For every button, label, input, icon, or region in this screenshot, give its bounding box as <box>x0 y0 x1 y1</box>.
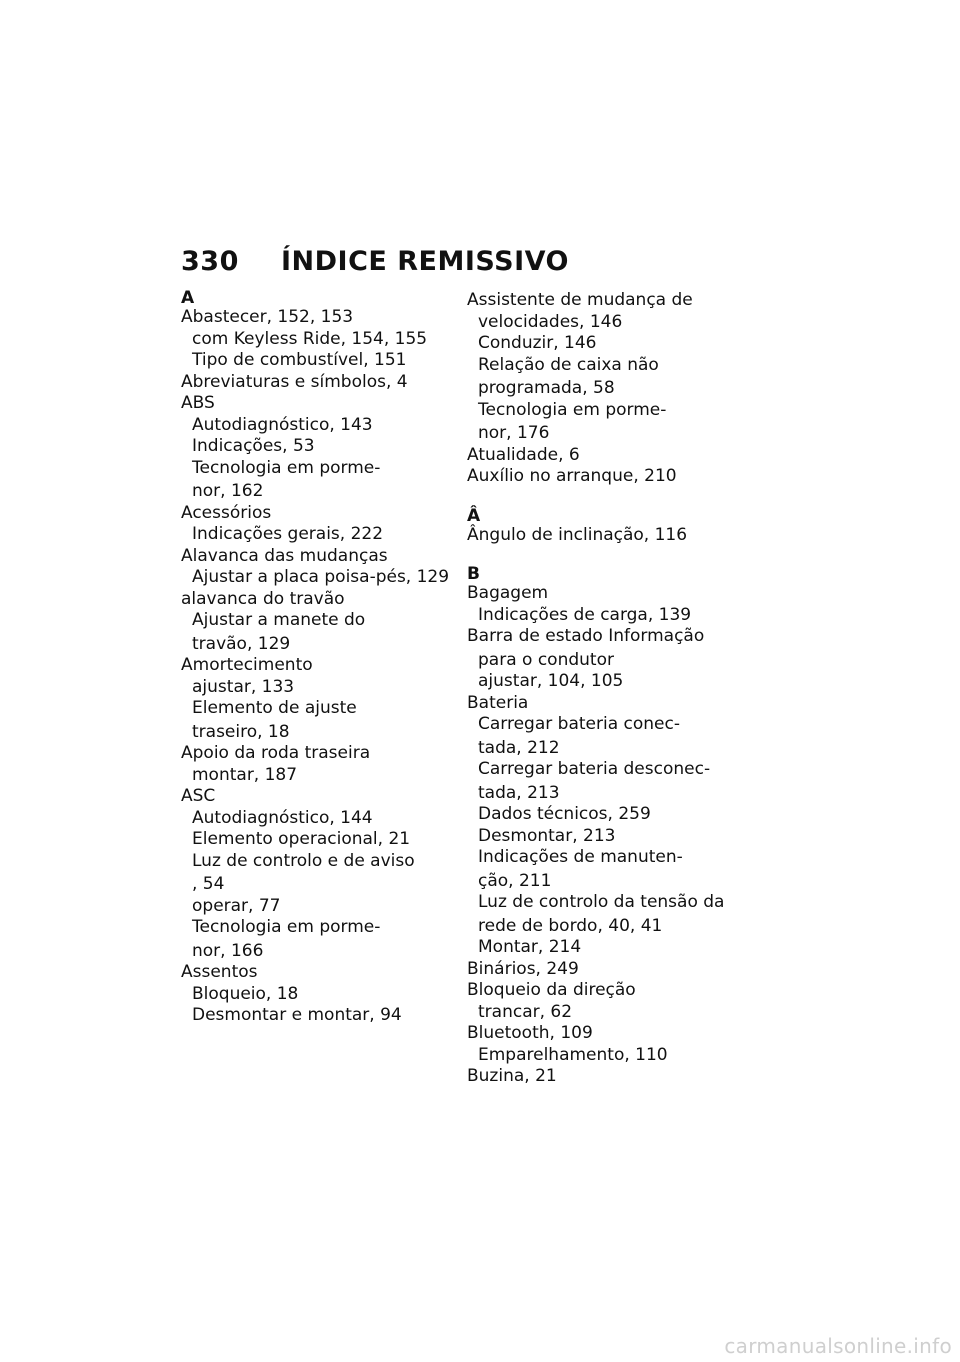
index-entry-continuation: traseiro, 18 <box>192 721 290 742</box>
index-subentry: Dados técnicos, 259 <box>478 804 651 824</box>
index-entry-continuation: ção, 211 <box>478 870 552 891</box>
index-entry-continuation: , 54 <box>192 874 225 894</box>
section-gap <box>467 488 757 508</box>
index-entry: Bateria <box>467 692 529 713</box>
index-subentry: montar, 187 <box>192 764 298 785</box>
section-gap <box>467 546 757 566</box>
index-entry: Assistente de mudança de <box>467 290 693 310</box>
index-entry: Barra de estado Informação <box>467 626 705 646</box>
index-entry-continuation: nor, 162 <box>192 481 264 501</box>
index-entry-continuation: nor, 166 <box>192 940 264 961</box>
index-entry: ABS <box>181 393 215 413</box>
page-header <box>181 246 569 277</box>
index-subentry: Bloqueio, 18 <box>192 983 299 1004</box>
index-entry: Abreviaturas e símbolos, 4 <box>181 371 408 392</box>
watermark: carmanualsonline.info <box>724 1334 952 1358</box>
index-entry: Alavanca das mudanças <box>181 545 388 566</box>
index-subentry: Luz de controlo da tensão da <box>478 892 725 912</box>
index-entry: Ângulo de inclinação, 116 <box>467 524 688 545</box>
index-subentry: Indicações de manuten- <box>478 847 683 867</box>
index-subentry: Emparelhamento, 110 <box>478 1044 668 1065</box>
index-subentry: Ajustar a placa poisa-pés, 129 <box>192 567 450 587</box>
index-entry-continuation: tada, 212 <box>478 737 560 758</box>
index-entry-continuation: programada, 58 <box>478 378 615 398</box>
index-subentry: ajustar, 104, 105 <box>478 671 624 691</box>
index-subentry: Luz de controlo e de aviso <box>192 850 415 871</box>
index-subentry: Elemento de ajuste <box>192 698 357 718</box>
index-subentry: Relação de caixa não <box>478 354 659 375</box>
index-entry: Bloqueio da direção <box>467 980 636 1000</box>
index-subentry: Carregar bateria desconec- <box>478 759 711 779</box>
index-entry: Assentos <box>181 962 258 982</box>
index-entry-continuation: para o condutor <box>478 649 614 670</box>
index-subentry: Conduzir, 146 <box>478 333 597 353</box>
index-subentry: Autodiagnóstico, 143 <box>192 414 373 435</box>
index-subentry: Indicações, 53 <box>192 436 315 456</box>
section-letter: A <box>181 288 195 308</box>
index-subentry: Carregar bateria conec- <box>478 714 680 734</box>
section-letter: Â <box>467 505 481 526</box>
index-entry: alavanca do travão <box>181 588 345 609</box>
index-entry: Bagagem <box>467 583 549 603</box>
index-entry-continuation: nor, 176 <box>478 423 550 443</box>
index-subentry: Tecnologia em porme- <box>192 457 381 478</box>
index-subentry: Montar, 214 <box>478 937 582 957</box>
index-subentry: trancar, 62 <box>478 1001 573 1022</box>
index-entry: Apoio da roda traseira <box>181 743 371 763</box>
index-subentry: Tecnologia em porme- <box>478 399 667 420</box>
index-entry-continuation: rede de bordo, 40, 41 <box>478 915 663 936</box>
index-subentry: com Keyless Ride, 154, 155 <box>192 328 428 349</box>
index-entry: Abastecer, 152, 153 <box>181 307 354 327</box>
index-subentry: Desmontar, 213 <box>478 825 616 846</box>
index-entry: Acessórios <box>181 502 272 523</box>
index-entry: Binários, 249 <box>467 958 579 979</box>
index-column-right <box>467 290 757 1088</box>
index-entry: Bluetooth, 109 <box>467 1023 593 1043</box>
index-entry-continuation: tada, 213 <box>478 782 560 803</box>
index-subentry: Indicações de carga, 139 <box>478 604 692 625</box>
index-subentry: Desmontar e montar, 94 <box>192 1005 402 1025</box>
index-entry: Amortecimento <box>181 655 313 675</box>
index-subentry: Elemento operacional, 21 <box>192 829 411 849</box>
index-subentry: Autodiagnóstico, 144 <box>192 807 373 828</box>
index-subentry: velocidades, 146 <box>478 311 623 332</box>
page-number: 330 <box>181 246 239 277</box>
section-letter: B <box>467 564 480 584</box>
index-entry-continuation: travão, 129 <box>192 633 291 654</box>
index-entry: Atualidade, 6 <box>467 444 580 465</box>
index-subentry: Tecnologia em porme- <box>192 917 381 937</box>
index-entry: ASC <box>181 786 216 806</box>
index-entry: Auxílio no arranque, 210 <box>467 466 677 486</box>
index-subentry: Indicações gerais, 222 <box>192 524 384 544</box>
index-entry: Buzina, 21 <box>467 1066 557 1086</box>
index-subentry: Ajustar a manete do <box>192 610 366 630</box>
index-subentry: Tipo de combustível, 151 <box>192 350 407 370</box>
index-subentry: operar, 77 <box>192 895 281 916</box>
index-column-left <box>181 290 471 1027</box>
page-title: ÍNDICE REMISSIVO <box>281 246 570 277</box>
index-subentry: ajustar, 133 <box>192 676 295 697</box>
